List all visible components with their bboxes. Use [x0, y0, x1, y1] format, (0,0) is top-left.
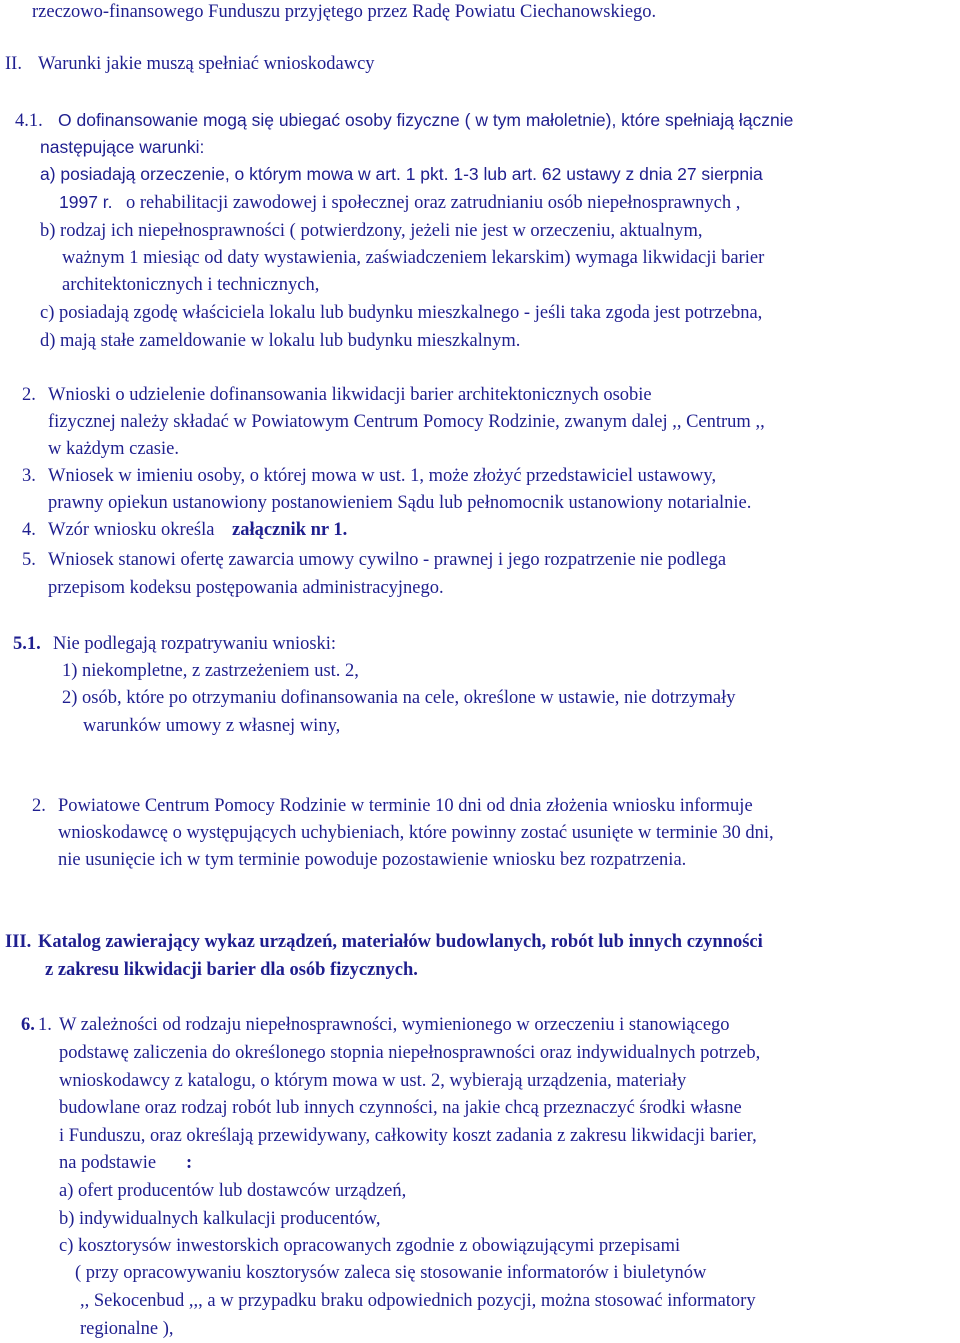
text-line: podstawę zaliczenia do określonego stopnia niepełnosprawności oraz indywidualnych potrzeb,	[59, 1043, 761, 1063]
text-line: 2) osób, które po otrzymaniu dofinansowania na cele, określone w ustawie, nie dotrzymały	[62, 688, 736, 708]
text-line: Powiatowe Centrum Pomocy Rodzinie w terminie 10 dni od dnia złożenia wniosku informuje	[58, 796, 753, 816]
text-line: d) mają stałe zameldowanie w lokalu lub budynku mieszkalnym.	[40, 331, 521, 351]
item-number: 6.	[21, 1015, 35, 1035]
text-line: Wzór wniosku określa	[48, 520, 215, 540]
section-heading: Katalog zawierający wykaz urządzeń, materiałów budowlanych, robót lub innych czynności	[38, 932, 763, 952]
text-line: b) rodzaj ich niepełnosprawności ( potwierdzony, jeżeli nie jest w orzeczeniu, aktualnym,	[40, 221, 703, 241]
text-line: Wniosek w imieniu osoby, o której mowa w ust. 1, może złożyć przedstawiciel ustawowy,	[48, 466, 717, 486]
text-line: przepisom kodeksu postępowania administracyjnego.	[48, 578, 444, 598]
text-line: a) posiadają orzeczenie, o którym mowa w art. 1 pkt. 1-3 lub art. 62 ustawy z dnia 27 sierpnia	[40, 164, 763, 184]
item-number: 2.	[22, 385, 36, 405]
text-line: nie usunięcie ich w tym terminie powoduje pozostawienie wniosku bez rozpatrzenia.	[58, 850, 687, 870]
text-line: 1997 r.	[59, 192, 113, 212]
item-number: 4.1.	[15, 111, 43, 131]
text-line: O dofinansowanie mogą się ubiegać osoby fizyczne ( w tym małoletnie), które spełniają łącznie	[58, 110, 794, 130]
text-line: ,, Sekocenbud ,,, a w przypadku braku odpowiednich pozycji, można stosować informatory	[80, 1291, 756, 1311]
text-line: wnioskodawcy z katalogu, o którym mowa w ust. 2, wybierają urządzenia, materiały	[59, 1071, 687, 1091]
text-line: rzeczowo-finansowego Funduszu przyjętego przez Radę Powiatu Ciechanowskiego.	[32, 2, 657, 22]
item-number: 5.	[22, 550, 36, 570]
item-number: 2.	[32, 796, 46, 816]
text-line: Nie podlegają rozpatrywaniu wnioski:	[53, 634, 337, 654]
text-line: b) indywidualnych kalkulacji producentów,	[59, 1209, 381, 1229]
text-line: Wniosek stanowi ofertę zawarcia umowy cywilno - prawnej i jego rozpatrzenie nie podlega	[48, 550, 727, 570]
text-line: W zależności od rodzaju niepełnosprawności, wymienionego w orzeczeniu i stanowiącego	[59, 1015, 730, 1035]
text-line: :	[186, 1153, 193, 1173]
text-line: ważnym 1 miesiąc od daty wystawienia, zaświadczeniem lekarskim) wymaga likwidacji barier	[62, 248, 765, 268]
text-line: Wnioski o udzielenie dofinansowania likwidacji barier architektonicznych osobie	[48, 385, 652, 405]
section-number: III.	[5, 932, 32, 952]
text-line: budowlane oraz rodzaj robót lub innych czynności, na jakie chcą przeznaczyć środki własne	[59, 1098, 742, 1118]
text-line: prawny opiekun ustanowiony postanowieniem Sądu lub pełnomocnik ustanowiony notarialnie.	[48, 493, 752, 513]
text-line: c) posiadają zgodę właściciela lokalu lub budynku mieszkalnego - jeśli taka zgoda jest potrzebna,	[40, 303, 763, 323]
item-number: 1.	[38, 1015, 52, 1035]
item-number: 3.	[22, 466, 36, 486]
text-line: o rehabilitacji zawodowej i społecznej oraz zatrudnianiu osób niepełnosprawnych ,	[126, 193, 741, 213]
text-line: i Funduszu, oraz określają przewidywany, całkowity koszt zadania z zakresu likwidacji barier,	[59, 1126, 757, 1146]
text-line: ( przy opracowywaniu kosztorysów zaleca się stosowanie informatorów i biuletynów	[75, 1263, 707, 1283]
text-line: 1) niekompletne, z zastrzeżeniem ust. 2,	[62, 661, 359, 681]
item-number: 5.1.	[13, 634, 41, 654]
text-line: regionalne ),	[80, 1319, 174, 1339]
text-line: na podstawie	[59, 1153, 157, 1173]
text-line: c) kosztorysów inwestorskich opracowanych zgodnie z obowiązującymi przepisami	[59, 1236, 681, 1256]
text-line: następujące warunki:	[40, 137, 205, 157]
text-line: w każdym czasie.	[48, 439, 179, 459]
attachment-reference: załącznik nr 1.	[232, 520, 348, 540]
text-line: warunków umowy z własnej winy,	[83, 716, 341, 736]
text-line: a) ofert producentów lub dostawców urządzeń,	[59, 1181, 407, 1201]
section-number: II.	[5, 54, 22, 74]
text-line: fizycznej należy składać w Powiatowym Centrum Pomocy Rodzinie, zwanym dalej ,, Centrum ,,	[48, 412, 765, 432]
text-line: wnioskodawcę o występujących uchybieniach, które powinny zostać usunięte w terminie 30 dni,	[58, 823, 774, 843]
text-line: architektonicznych i technicznych,	[62, 275, 320, 295]
section-heading: Warunki jakie muszą spełniać wnioskodawcy	[38, 54, 375, 74]
item-number: 4.	[22, 520, 36, 540]
section-heading: z zakresu likwidacji barier dla osób fizycznych.	[45, 960, 418, 980]
